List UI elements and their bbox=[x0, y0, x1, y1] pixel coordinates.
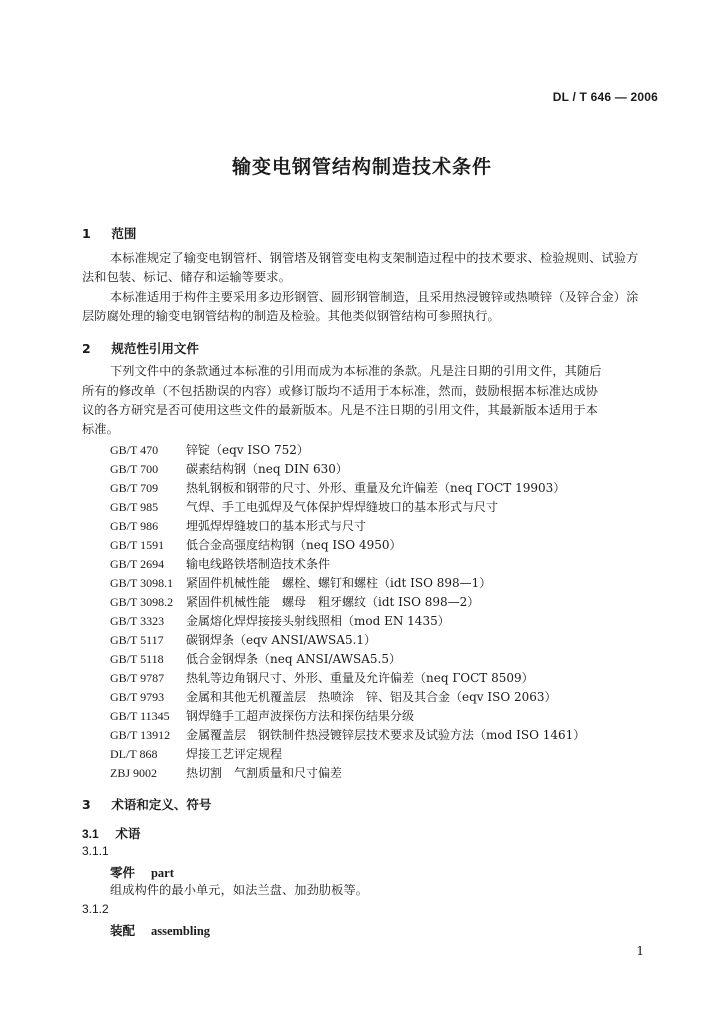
reference-item bbox=[110, 745, 282, 764]
reference-title: 金属覆盖层 钢铁制件热浸镀锌层技术要求及试验方法（mod ISO 1461） bbox=[186, 728, 586, 742]
reference-item bbox=[110, 688, 557, 707]
term-3-1-1 bbox=[110, 863, 174, 881]
reference-item bbox=[110, 479, 565, 498]
reference-item bbox=[110, 669, 534, 688]
s1-para2-line1: 本标准适用于构件主要采用多边形钢管、圆形钢管制造，且采用热浸镀锌或热喷锌（及锌合金）涂 bbox=[110, 290, 639, 304]
section-title: 范围 bbox=[111, 226, 137, 241]
term-3-1-1-number: 3.1.1 bbox=[82, 844, 109, 858]
section-number: 2 bbox=[82, 341, 91, 356]
term-chinese: 装配 bbox=[110, 923, 136, 938]
reference-title: 埋弧焊焊缝坡口的基本形式与尺寸 bbox=[186, 519, 367, 533]
term-3-1-2-number: 3.1.2 bbox=[82, 902, 109, 916]
reference-code: GB/T 5118 bbox=[110, 652, 164, 666]
section-2-heading bbox=[82, 339, 199, 357]
reference-item bbox=[110, 536, 401, 555]
s1-para1-line1: 本标准规定了输变电钢管杆、钢管塔及钢管变电构支架制造过程中的技术要求、检验规则、试验方 bbox=[110, 251, 639, 265]
s2-intro-line1: 下列文件中的条款通过本标准的引用而成为本标准的条款。凡是注日期的引用文件，其随后 bbox=[110, 364, 602, 378]
reference-code: ZBJ 9002 bbox=[110, 766, 158, 780]
s2-intro-line3: 议的各方研究是否可使用这些文件的最新版本。凡是不注日期的引用文件，其最新版本适用于本 bbox=[82, 403, 599, 417]
reference-title: 碳钢焊条（eqv ANSI/AWSA5.1） bbox=[186, 633, 377, 647]
reference-code: GB/T 470 bbox=[110, 443, 159, 457]
reference-code: GB/T 3323 bbox=[110, 614, 165, 628]
subsection-number: 3.1 bbox=[82, 827, 99, 841]
reference-item bbox=[110, 517, 366, 536]
reference-title: 碳素结构钢（neq DIN 630） bbox=[186, 462, 348, 476]
section-number: 3 bbox=[82, 797, 91, 812]
term-english: part bbox=[150, 866, 174, 880]
section-3-heading bbox=[82, 795, 211, 813]
document-title: 输变电钢管结构制造技术条件 bbox=[231, 156, 492, 178]
reference-item bbox=[110, 498, 498, 517]
reference-title: 焊接工艺评定规程 bbox=[186, 747, 283, 761]
section-number: 1 bbox=[82, 226, 91, 241]
reference-title: 紧固件机械性能 螺栓、螺钉和螺柱（idt ISO 898—1） bbox=[186, 576, 492, 590]
reference-title: 金属熔化焊焊接接头射线照相（mod EN 1435） bbox=[186, 614, 450, 628]
reference-item bbox=[110, 441, 309, 460]
reference-title: 低合金高强度结构钢（neq ISO 4950） bbox=[186, 538, 402, 552]
reference-title: 输电线路铁塔制造技术条件 bbox=[186, 557, 331, 571]
reference-item bbox=[110, 726, 585, 745]
reference-item bbox=[110, 612, 450, 631]
reference-code: GB/T 3098.2 bbox=[110, 595, 174, 609]
reference-item bbox=[110, 631, 376, 650]
reference-title: 热轧等边角钢尺寸、外形、重量及允许偏差（neq ГОСТ 8509） bbox=[186, 671, 534, 685]
reference-code: GB/T 1591 bbox=[110, 538, 165, 552]
s2-intro-line4: 标准。 bbox=[82, 422, 119, 436]
standard-code: DL / T 646 — 2006 bbox=[552, 90, 658, 104]
reference-code: GB/T 985 bbox=[110, 500, 159, 514]
reference-code: GB/T 986 bbox=[110, 519, 159, 533]
s1-para1-line2: 法和包装、标记、储存和运输等要求。 bbox=[82, 270, 291, 284]
reference-item bbox=[110, 593, 479, 612]
reference-code: GB/T 11345 bbox=[110, 709, 170, 723]
reference-title: 气焊、手工电弧焊及气体保护焊焊缝坡口的基本形式与尺寸 bbox=[186, 500, 499, 514]
reference-title: 钢焊缝手工超声波探伤方法和探伤结果分级 bbox=[186, 709, 415, 723]
reference-title: 热切割 气割质量和尺寸偏差 bbox=[186, 766, 343, 780]
term-3-1-2 bbox=[110, 921, 210, 939]
reference-title: 热轧钢板和钢带的尺寸、外形、重量及允许偏差（neq ГОСТ 19903） bbox=[186, 481, 566, 495]
page-number: 1 bbox=[636, 944, 644, 958]
reference-code: DL/T 868 bbox=[110, 747, 158, 761]
reference-code: GB/T 3098.1 bbox=[110, 576, 174, 590]
reference-title: 金属和其他无机覆盖层 热喷涂 锌、铝及其合金（eqv ISO 2063） bbox=[186, 690, 557, 704]
reference-title: 低合金钢焊条（neq ANSI/AWSA5.5） bbox=[186, 652, 401, 666]
reference-code: GB/T 709 bbox=[110, 481, 159, 495]
reference-item bbox=[110, 707, 414, 726]
reference-code: GB/T 9787 bbox=[110, 671, 165, 685]
reference-title: 紧固件机械性能 螺母 粗牙螺纹（idt ISO 898—2） bbox=[186, 595, 480, 609]
subsection-title: 术语 bbox=[115, 826, 141, 841]
section-title: 规范性引用文件 bbox=[111, 341, 199, 356]
reference-code: GB/T 2694 bbox=[110, 557, 165, 571]
reference-title: 锌锭（eqv ISO 752） bbox=[186, 443, 309, 457]
s2-intro-line2: 所有的修改单（不包括勘误的内容）或修订版均不适用于本标准，然而，鼓励根据本标准达成协 bbox=[82, 384, 599, 398]
reference-item bbox=[110, 460, 348, 479]
section-title: 术语和定义、符号 bbox=[111, 797, 212, 812]
reference-item bbox=[110, 574, 491, 593]
reference-code: GB/T 13912 bbox=[110, 728, 171, 742]
reference-item bbox=[110, 555, 330, 574]
reference-item bbox=[110, 650, 401, 669]
term-chinese: 零件 bbox=[110, 865, 136, 880]
reference-item bbox=[110, 764, 342, 783]
subsection-3-1-heading bbox=[82, 824, 140, 842]
reference-code: GB/T 5117 bbox=[110, 633, 164, 647]
reference-code: GB/T 9793 bbox=[110, 690, 165, 704]
term-3-1-1-definition: 组成构件的最小单元，如法兰盘、加劲肋板等。 bbox=[110, 883, 369, 897]
term-english: assembling bbox=[150, 924, 211, 938]
section-1-heading bbox=[82, 224, 136, 242]
s1-para2-line2: 层防腐处理的输变电钢管结构的制造及检验。其他类似钢管结构可参照执行。 bbox=[82, 309, 500, 323]
reference-code: GB/T 700 bbox=[110, 462, 159, 476]
